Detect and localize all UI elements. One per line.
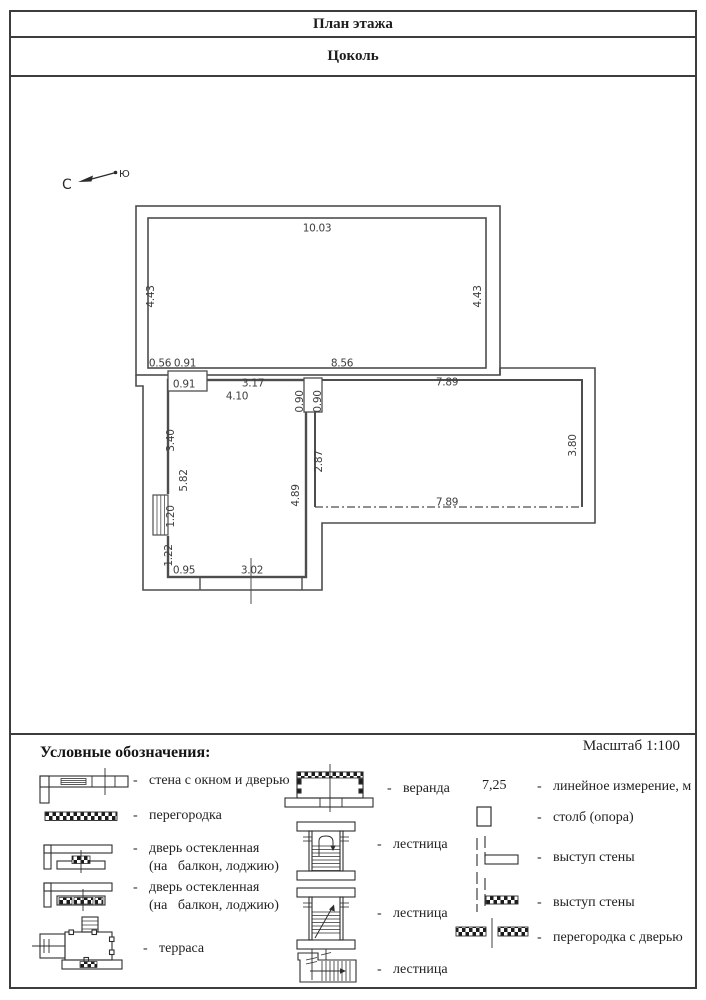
dimension-label: 3.17 — [241, 377, 265, 390]
post-symbol — [477, 807, 491, 826]
dimension-label: 0.90 — [312, 390, 324, 413]
legend-dash: - — [133, 773, 138, 788]
legend-label: лестница — [393, 837, 448, 852]
legend-item-wall-ledge-1 — [537, 849, 635, 867]
legend-label: выступ стены — [553, 895, 635, 910]
dimension-label: 4.10 — [225, 390, 249, 403]
legend-label-line2: (на балкон, лоджию) — [149, 859, 279, 874]
legend-label: столб (опора) — [553, 810, 634, 825]
linear-measure-example: 7,25 — [482, 778, 507, 793]
glazed-door-symbol-2 — [44, 883, 112, 911]
legend-label: выступ стены — [553, 850, 635, 865]
dimension-label: 8.56 — [330, 357, 354, 370]
legend-item-stairs-2 — [377, 905, 448, 923]
lower-outline-wall — [136, 368, 595, 590]
legend-item-post — [537, 809, 634, 827]
glazed-door-symbol-1 — [44, 845, 112, 873]
legend-dash: - — [537, 895, 542, 910]
legend-item-glazed-door-2 — [133, 879, 279, 915]
legend-label: линейное измерение, м — [553, 779, 692, 794]
dimension-label: 4.43 — [145, 285, 157, 308]
legend-heading: Условные обозначения: — [40, 744, 211, 761]
legend-item-linear-measure — [537, 778, 691, 796]
dimension-label: 0.56 — [148, 357, 172, 370]
right-room-wall — [315, 380, 582, 507]
stairs-symbol-2 — [297, 888, 355, 960]
dimension-label: 0.90 — [294, 390, 306, 413]
legend-dash: - — [377, 906, 382, 921]
dimension-label: 4.89 — [290, 484, 302, 507]
legend-symbols — [32, 764, 528, 982]
legend-dash: - — [133, 841, 138, 856]
legend-dash: - — [537, 850, 542, 865]
legend-dash: - — [387, 781, 392, 796]
stairs-symbol-3 — [298, 949, 356, 982]
terrace-symbol — [32, 917, 122, 969]
compass-arrow-head — [78, 176, 93, 183]
legend-item-veranda — [387, 780, 450, 798]
dimension-label: 0.95 — [172, 564, 196, 577]
legend-dash: - — [133, 808, 138, 823]
compass — [62, 169, 130, 193]
legend-item-wall-ledge-2 — [537, 894, 635, 912]
legend-item-wall-window-door — [133, 772, 290, 790]
dimension-label: 10.03 — [302, 222, 332, 235]
wall-ledge-symbol-1 — [477, 836, 518, 870]
legend-label: лестница — [393, 906, 448, 921]
legend-label-line2: (на балкон, лоджию) — [149, 898, 279, 913]
legend-label: перегородка с дверью — [553, 930, 683, 945]
legend-item-glazed-door-1 — [133, 840, 279, 876]
legend-label: лестница — [393, 962, 448, 977]
dimension-label: 1.20 — [165, 505, 177, 528]
floor-plan-walls — [136, 206, 595, 604]
legend-dash: - — [133, 880, 138, 895]
dimension-label: 7.89 — [435, 496, 459, 509]
upper-block-inner-wall — [148, 218, 486, 368]
stairs-symbol-1 — [297, 822, 355, 880]
legend-dash: - — [377, 962, 382, 977]
dimension-label: 0.91 — [172, 378, 196, 391]
partition-symbol — [45, 812, 117, 821]
dimension-label: 5.82 — [178, 469, 190, 492]
legend-dash: - — [537, 930, 542, 945]
legend-item-partition-with-door — [537, 929, 683, 947]
compass-south-label: Ю — [119, 169, 130, 180]
wall-ledge-symbol-2 — [477, 872, 518, 912]
dimension-label: 4.43 — [472, 285, 484, 308]
compass-north-label: С — [62, 177, 72, 193]
veranda-symbol — [285, 764, 373, 812]
legend-dash: - — [143, 941, 148, 956]
dimension-label: 0.91 — [173, 357, 197, 370]
legend-label: дверь остекленная — [149, 841, 260, 856]
legend-item-stairs-1 — [377, 836, 448, 854]
dimension-label: 2.87 — [313, 450, 325, 473]
dimension-label: 1.22 — [163, 544, 175, 567]
legend-dash: - — [377, 837, 382, 852]
legend-item-stairs-3 — [377, 961, 448, 979]
legend-label: терраса — [159, 941, 205, 956]
page-title: План этажа — [313, 15, 393, 32]
dimension-label: 3.02 — [240, 564, 264, 577]
legend-dash: - — [537, 779, 542, 794]
page-subtitle: Цоколь — [327, 48, 379, 64]
legend-dash: - — [537, 810, 542, 825]
legend-item-terrace — [143, 940, 204, 958]
scale-label: Масштаб 1:100 — [582, 738, 680, 754]
legend-label: перегородка — [149, 808, 222, 823]
wall-window-door-symbol — [40, 768, 128, 803]
legend-label: веранда — [403, 781, 450, 796]
compass-dot — [114, 171, 118, 175]
partition-with-door-symbol — [456, 918, 528, 948]
dimension-label: 7.89 — [435, 376, 459, 389]
dimension-label: 3.80 — [567, 434, 579, 457]
dimension-label: 3.40 — [165, 429, 177, 452]
legend-label: дверь остекленная — [149, 880, 260, 895]
legend-label: стена с окном и дверью — [149, 773, 290, 788]
legend-item-partition — [133, 807, 222, 825]
